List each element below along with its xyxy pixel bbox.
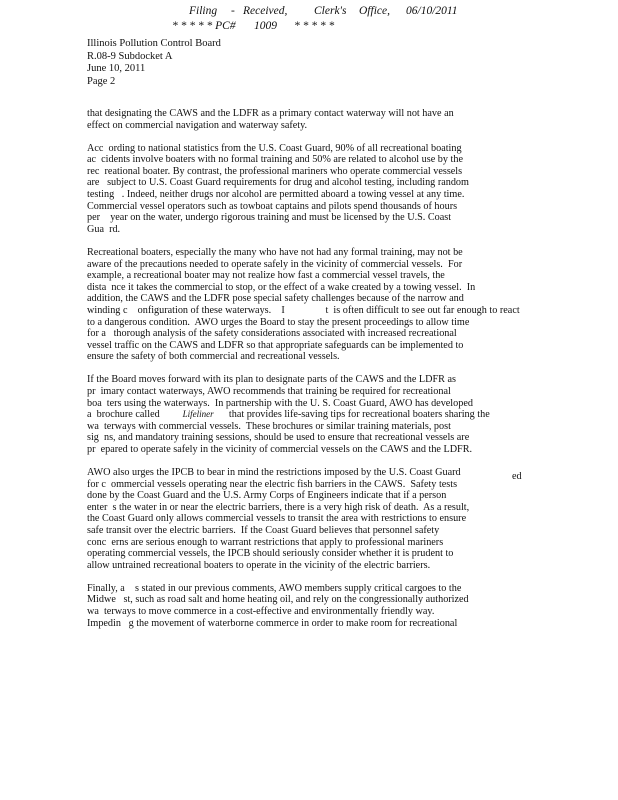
text-line: aware of the precautions needed to operate safely in the vicinity of commercial vessels. For: [87, 258, 463, 270]
stamp-pc-number: 1009: [254, 20, 277, 32]
text-line: enter s the water in or near the electric barriers, there is a very high risk of death. As a result,: [87, 501, 470, 513]
text-line: per year on the water, undergo rigorous training and must be licensed by the U.S. Coast: [87, 212, 452, 224]
filing-stamp-line-2: [0, 19, 618, 34]
text-line: If the Board moves forward with its plan to designate parts of the CAWS and the LDFR as: [87, 374, 456, 386]
text-line: Finally, a s stated in our previous comments, AWO members supply critical cargoes to the: [87, 582, 462, 594]
paragraph-1: [87, 108, 507, 131]
text-line: dista nce it takes the commercial to stop, or the effect of a wake created by a towing vessel. In: [87, 281, 476, 293]
text-line: operating commercial vessels, the IPCB should seriously consider whether it is prudent to: [87, 548, 454, 560]
brochure-rest: that provides life-saving tips for recreational boaters sharing the: [213, 409, 490, 421]
paragraph-2: [87, 143, 507, 236]
text-line: safe transit over the electric barriers. If the Coast Guard believes that personnel safety: [87, 525, 440, 536]
text-line: Gua rd.: [87, 223, 121, 235]
paragraph-5: [87, 467, 507, 571]
letter-body: [87, 108, 520, 641]
text-line: Recreational boaters, especially the many who have not had any formal training, may not be: [87, 246, 463, 258]
paragraph-6: [87, 583, 507, 629]
stamp-office: Office,: [359, 5, 390, 17]
stamp-date: 06/10/2011: [406, 5, 458, 17]
text-line: allow untrained recreational boaters to operate in the vicinity of the electric barriers.: [87, 559, 431, 571]
stamp-dash: -: [231, 5, 235, 17]
text-line: boa ters using the waterways. In partnership with the U. S. Coast Guard, AWO has developed: [87, 397, 473, 409]
text-line: Midwe st, such as road salt and home heating oil, and rely on the congressionally authorized: [87, 594, 469, 606]
stamp-filing: Filing: [189, 5, 218, 17]
text-line: addition, the CAWS and the LDFR pose special safety challenges because of the narrow and: [87, 293, 464, 305]
text-line: Impedin g the movement of waterborne commerce in order to make room for recreational: [87, 617, 458, 629]
text-line: for c ommercial vessels operating near the electric fish barriers in the CAWS. Safety tests: [87, 478, 458, 490]
text-line: pr epared to operate safely in the vicinity of commercial vessels on the CAWS and the LDFR.: [87, 443, 473, 455]
text-line: pr imary contact waterways, AWO recommends that training be required for recreational: [87, 385, 451, 397]
stray-text-fragment: ed: [512, 471, 522, 482]
letter-header: [87, 38, 221, 88]
stamp-stars-left: * * * * * PC#: [172, 20, 236, 32]
text-line: ac cidents involve boaters with no formal training and 50% are related to alcohol use by the: [87, 154, 463, 166]
header-date: June 10, 2011: [87, 63, 146, 74]
text-line: example, a recreational boater may not realize how fast a commercial vessel travels, the: [87, 270, 445, 282]
header-docket: R.08-9 Subdocket A: [87, 50, 173, 62]
text-line: winding c onfiguration of these waterways. I t is often difficult to see out far enough to react: [87, 304, 520, 316]
text-line-brochure: [87, 409, 507, 421]
text-line: AWO also urges the IPCB to bear in mind the restrictions imposed by the U.S. Coast Guard: [87, 467, 461, 479]
text-line: wa terways to move commerce in a cost-effective and environmentally friendly way.: [87, 606, 435, 618]
header-board: Illinois Pollution Control Board: [87, 38, 221, 49]
text-line: Acc ording to national statistics from the U.S. Coast Guard, 90% of all recreational boating: [87, 142, 462, 154]
text-line: sig ns, and mandatory training sessions, should be used to ensure that recreational vessels are: [87, 432, 470, 444]
text-line: vessel traffic on the CAWS and LDFR so that appropriate safeguards can be implemented to: [87, 339, 464, 351]
text-line: Commercial vessel operators such as towboat captains and pilots spend thousands of hours: [87, 200, 458, 212]
brochure-name: Lifeliner: [182, 409, 214, 420]
header-page: Page 2: [87, 75, 116, 87]
text-line: ensure the safety of both commercial and recreational vessels.: [87, 351, 340, 363]
text-line: wa terways with commercial vessels. These brochures or similar training materials, post: [87, 420, 451, 432]
brochure-intro: a brochure called: [87, 409, 183, 421]
text-line: done by the Coast Guard and the U.S. Army Corps of Engineers indicate that if a person: [87, 490, 447, 502]
text-line: for a thorough analysis of the safety considerations associated with increased recreational: [87, 328, 457, 340]
paragraph-4: [87, 374, 507, 455]
text-line: that designating the CAWS and the LDFR as a primary contact waterway will not have an: [87, 108, 454, 119]
text-line: effect on commercial navigation and waterway safety.: [87, 119, 308, 131]
stamp-stars-right: * * * * *: [294, 20, 335, 32]
text-line: to a dangerous condition. AWO urges the Board to stay the present proceedings to allow time: [87, 316, 470, 328]
text-line: the Coast Guard only allows commercial vessels to transit the area with restrictions to ensure: [87, 513, 467, 525]
stamp-clerks: Clerk's: [314, 5, 347, 17]
filing-stamp: [0, 4, 618, 34]
text-line: conc erns are serious enough to warrant restrictions that apply to professional mariners: [87, 536, 444, 548]
filing-stamp-line-1: [0, 4, 618, 19]
paragraph-3: [87, 246, 520, 363]
text-line: testing . Indeed, neither drugs nor alcohol are permitted aboard a towing vessel at any time.: [87, 189, 465, 201]
text-line: are subject to U.S. Coast Guard requirements for drug and alcohol testing, including random: [87, 177, 469, 189]
text-line: rec reational boater. By contrast, the professional mariners who operate commercial vessels: [87, 165, 463, 177]
stamp-received: Received,: [243, 5, 288, 17]
